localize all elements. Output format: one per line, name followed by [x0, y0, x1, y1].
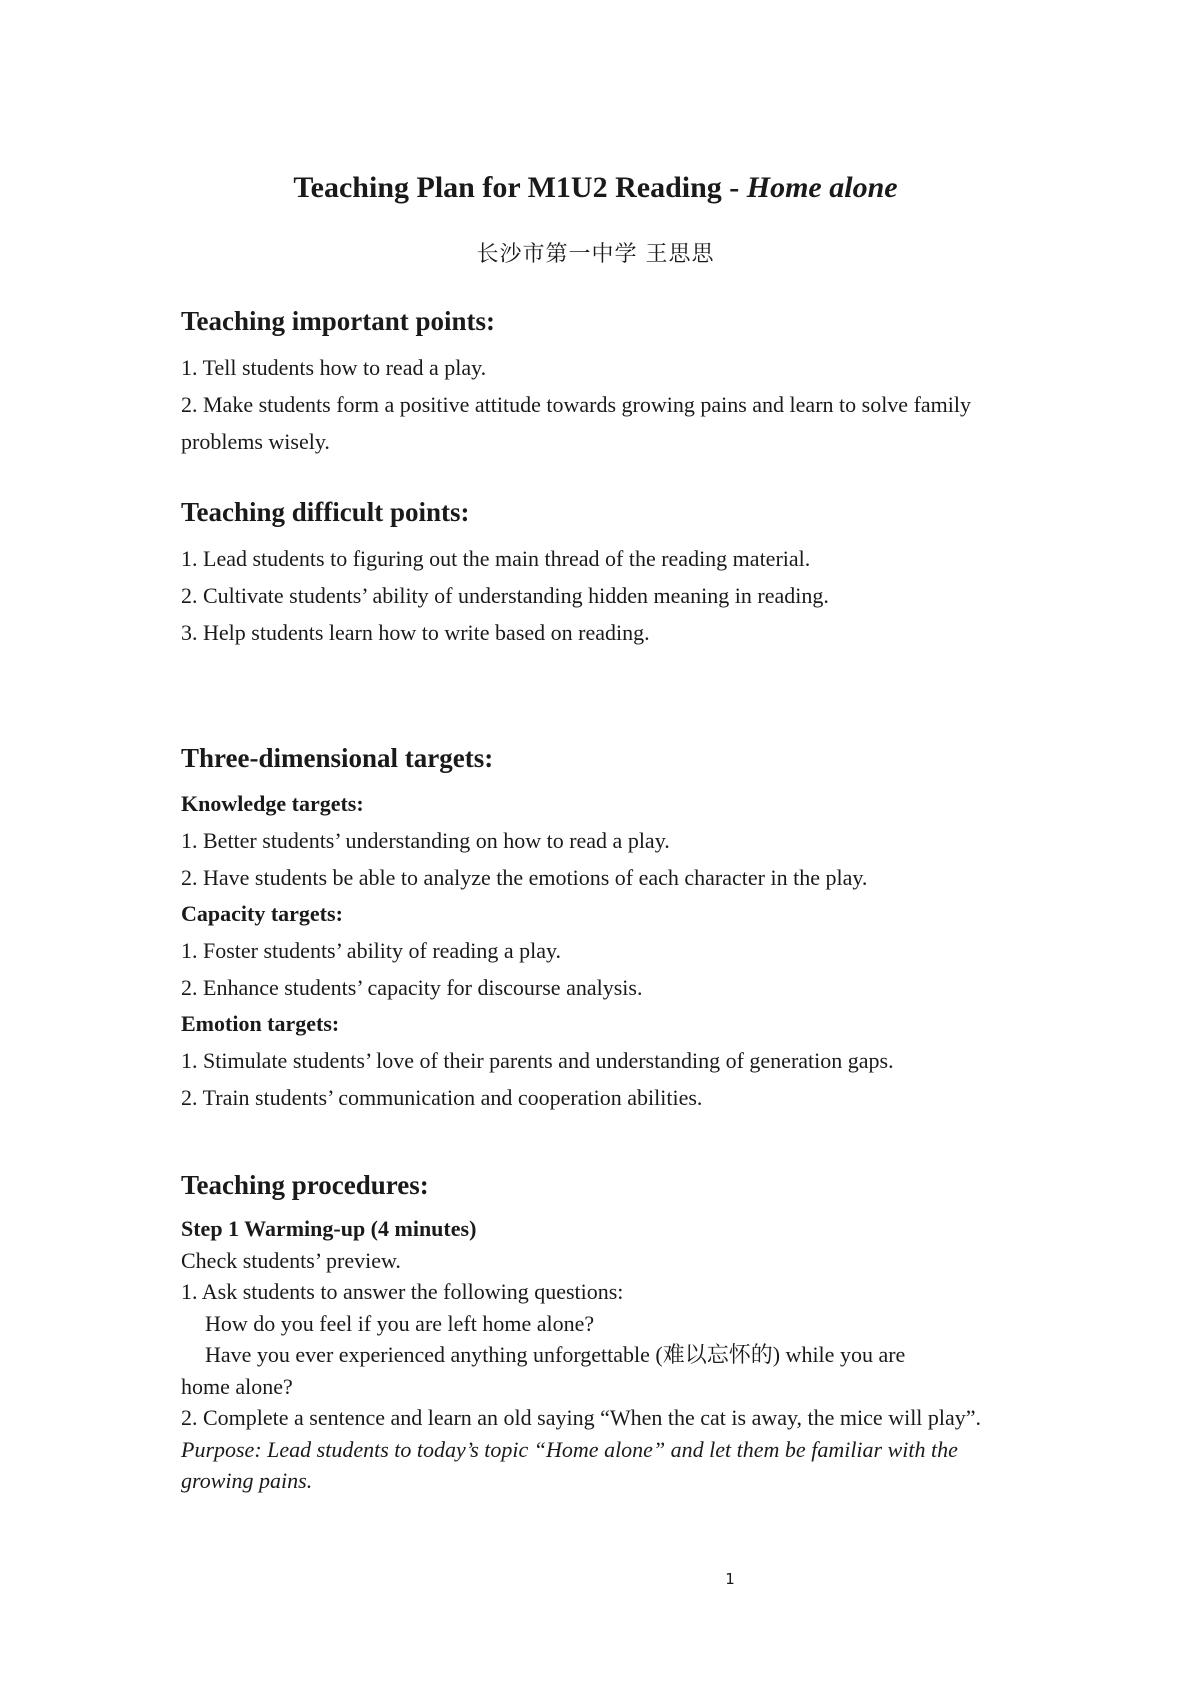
title-main: Teaching Plan for M1U2 Reading - [293, 171, 747, 204]
list-item: 3. Help students learn how to write based on reading. [181, 620, 650, 645]
question-item: How do you feel if you are left home alone? [205, 1310, 595, 1336]
list-item: 2. Enhance students’ capacity for discourse analysis. [181, 975, 643, 1000]
list-item: 1. Foster students’ ability of reading a play. [181, 938, 562, 963]
list-item: 2. Complete a sentence and learn an old saying “When the cat is away, the mice will play”. [181, 1405, 982, 1430]
list-item: 1. Stimulate students’ love of their parents and understanding of generation gaps. [181, 1048, 894, 1073]
list-item: 2. Make students form a positive attitude towards growing pains and learn to solve family problems wisely. [181, 392, 972, 454]
list-item: 1. Better students’ understanding on how to read a play. [181, 828, 670, 853]
list-item: 1. Lead students to figuring out the main thread of the reading material. [181, 546, 811, 571]
title-italic: Home alone [746, 171, 898, 204]
section-heading: Teaching procedures: [181, 1170, 429, 1200]
subsection-heading: Knowledge targets: [181, 791, 364, 816]
purpose-note: Purpose: Lead students to today’s topic “Home alone” and let them be familiar with the growing pains. [181, 1436, 958, 1493]
page-number: 1 [725, 1570, 735, 1588]
list-item: 2. Cultivate students’ ability of understanding hidden meaning in reading. [181, 583, 829, 608]
step-intro: Check students’ preview. [181, 1247, 401, 1273]
question-item: Have you ever experienced anything unforgettable (难以忘怀的) while you are [205, 1342, 906, 1367]
subsection-heading: Emotion targets: [181, 1011, 340, 1036]
document-title [0, 168, 1191, 208]
list-item: 1. Tell students how to read a play. [181, 355, 487, 380]
step-heading: Step 1 Warming-up (4 minutes) [181, 1216, 477, 1241]
important-points-section [181, 303, 1011, 460]
list-item: 1. Ask students to answer the following questions: [181, 1279, 624, 1304]
section-heading: Teaching difficult points: [181, 497, 470, 527]
author-line: 长沙市第一中学 王思思 [476, 242, 715, 267]
difficult-points-section [181, 494, 1011, 651]
list-item: 2. Train students’ communication and cooperation abilities. [181, 1085, 703, 1110]
targets-section [181, 740, 1011, 1116]
procedures-section [181, 1167, 1011, 1497]
section-heading: Three-dimensional targets: [181, 743, 494, 773]
section-heading: Teaching important points: [181, 306, 496, 336]
question-item-continued: home alone? [181, 1373, 293, 1399]
subsection-heading: Capacity targets: [181, 901, 343, 926]
list-item: 2. Have students be able to analyze the emotions of each character in the play. [181, 865, 868, 890]
